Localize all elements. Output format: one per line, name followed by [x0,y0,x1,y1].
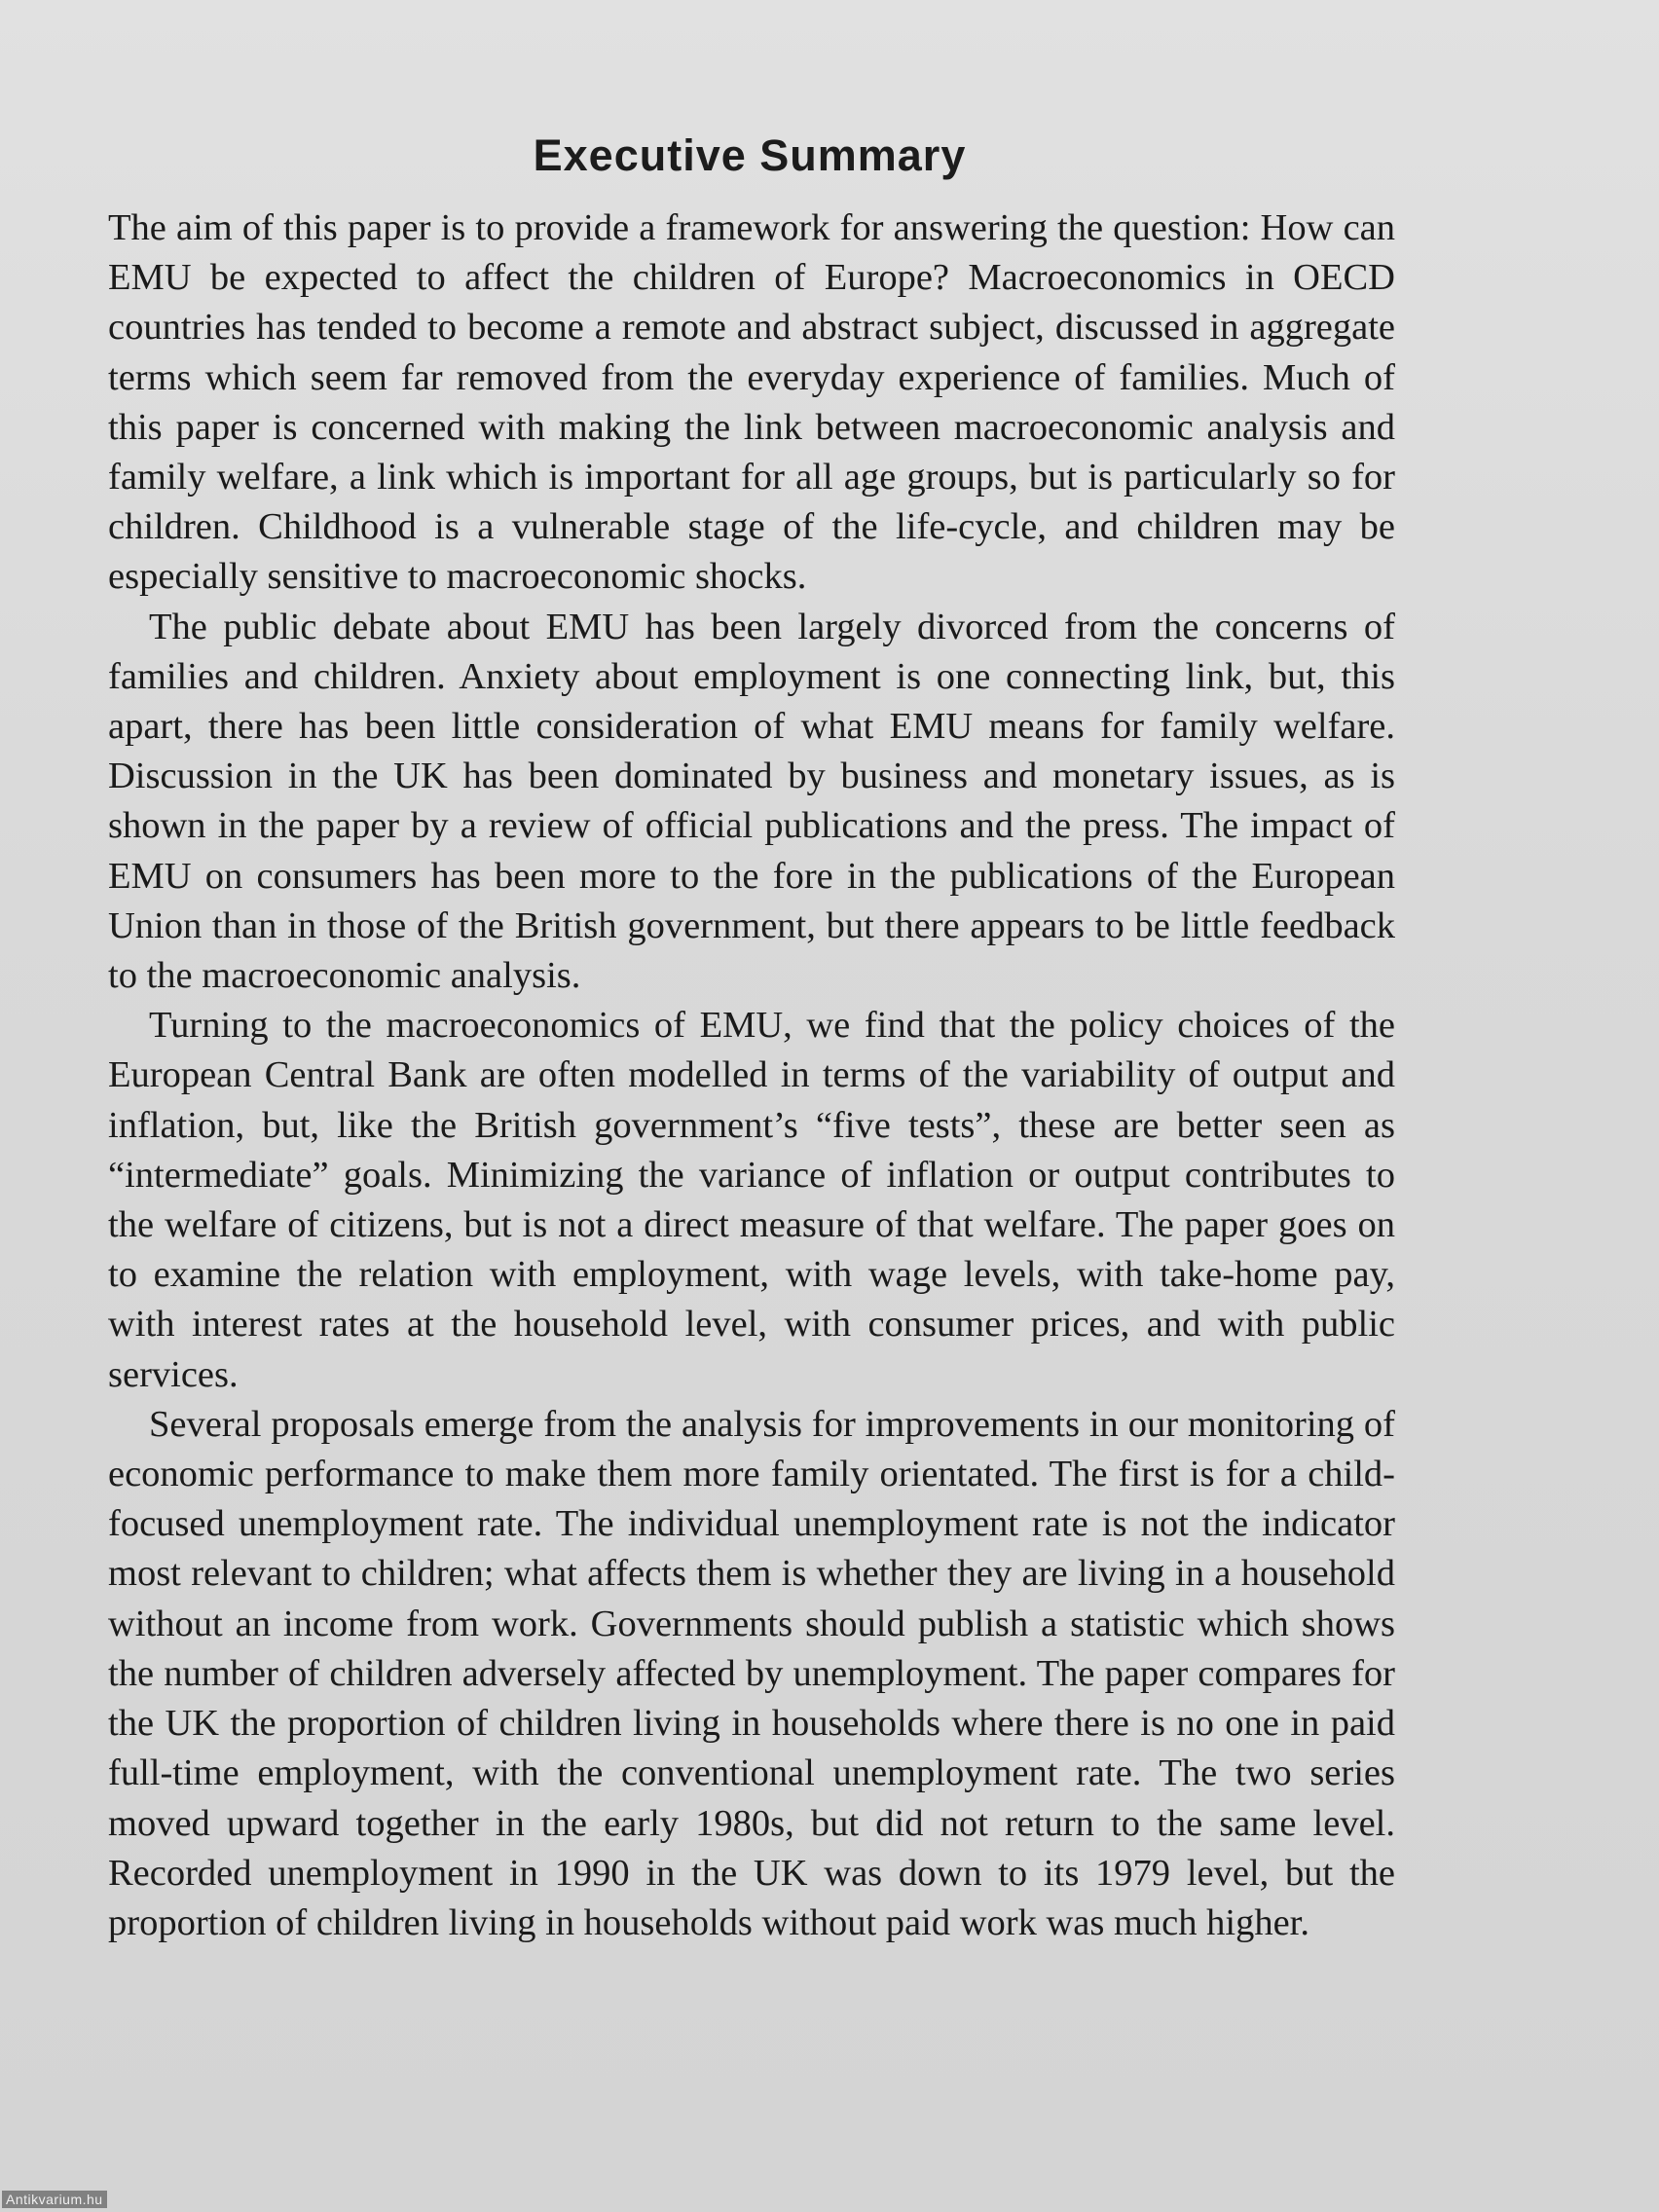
paragraph-3: Turning to the macroeconomics of EMU, we find that the policy choices of the European Central Bank are often modelled in terms of the variability of output and inflation, but, like the British government’s “five tests”, these are better seen as “intermediate” goals. Minimizing the variance of inflation or output contributes to the welfare of citizens, but is not a direct measure of that welfare. The paper goes on to examine the relation with employment, with wage levels, with take-home pay, with interest rates at the household level, with consumer prices, and with public services. [108,1005,1395,1395]
paragraph-1: The aim of this paper is to provide a framework for answering the question: How can EMU be expected to affect the children of Europe? Macroeconomics in OECD countries has tended to become a remote and abstract subject, discussed in aggregate terms which seem far removed from the everyday experience of families. Much of this paper is concerned with making the link between macroeconomic analysis and family welfare, a link which is important for all age groups, but is particularly so for children. Childhood is a vulnerable stage of the life-cycle, and children may be especially sensitive to macroeconomic shocks. [108,207,1395,598]
body-text [108,203,1395,1948]
watermark-label: Antikvarium.hu [2,2191,107,2208]
paragraph-2: The public debate about EMU has been largely divorced from the concerns of families and children. Anxiety about employment is one connecting link, but, this apart, there has been little consideration of what EMU means for family welfare. Discussion in the UK has been dominated by business and monetary issues, as is shown in the paper by a review of official publications and the press. The impact of EMU on consumers has been more to the fore in the publications of the European Union than in those of the British government, but there appears to be little feedback to the macroeconomic analysis. [108,606,1395,997]
paragraph-4: Several proposals emerge from the analysis for improvements in our monitoring of economic performance to make them more family orientated. The first is for a child-focused unemployment rate. The individual unemployment rate is not the indicator most relevant to children; what affects them is whether they are living in a household without an income from work. Governments should publish a statistic which shows the number of children adversely affected by unemployment. The paper compares for the UK the proportion of children living in households where there is no one in paid full-time employment, with the conventional unemployment rate. The two series moved upward together in the early 1980s, but did not return to the same level. Recorded unemployment in 1990 in the UK was down to its 1979 level, but the proportion of children living in households without paid work was much higher. [108,1403,1395,1943]
page-title: Executive Summary [533,130,967,181]
